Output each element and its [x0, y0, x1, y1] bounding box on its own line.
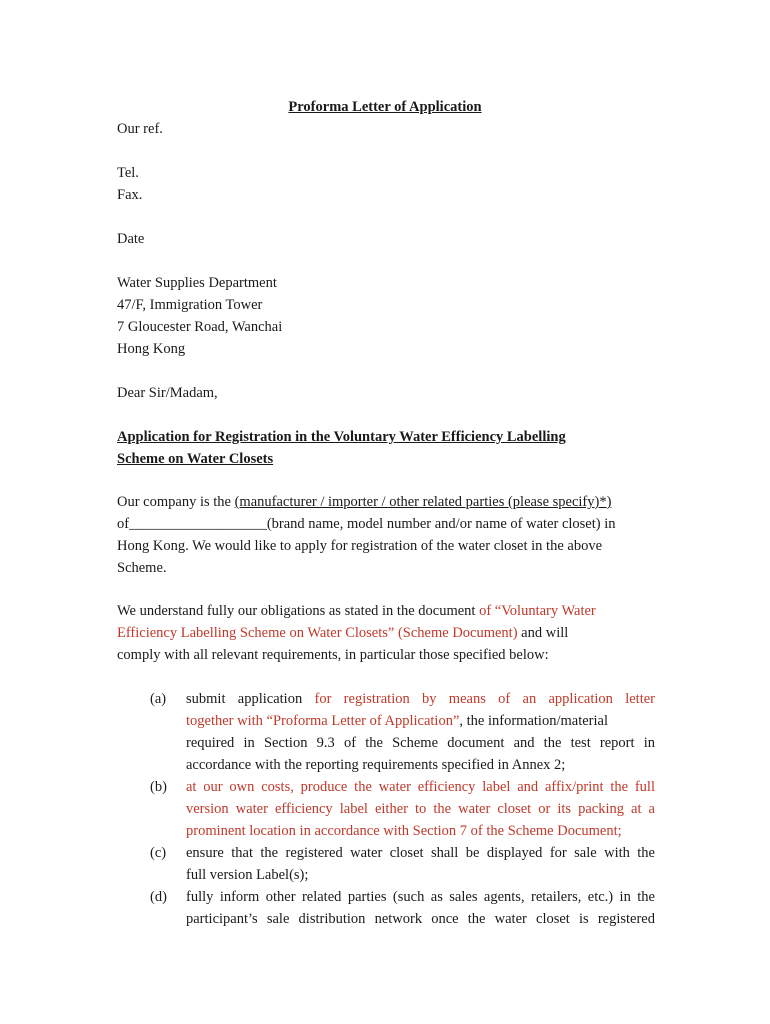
paragraph-text: and will [517, 625, 569, 641]
list-item [150, 886, 655, 930]
list-item-content [186, 842, 655, 886]
recipient-line: Hong Kong [117, 341, 186, 357]
list-marker: (a) [150, 691, 167, 707]
our-ref [117, 118, 657, 140]
list-item-content [186, 688, 655, 776]
recipient-line: 47/F, Immigration Tower [117, 297, 263, 313]
subject-heading [117, 426, 657, 470]
list-item-content [186, 776, 655, 842]
list-item-highlight: for registration by means of an application letter [314, 691, 655, 707]
date-block [117, 228, 657, 250]
our-ref-label: Our ref. [117, 121, 163, 137]
list-item-line: full version Label(s); [186, 867, 309, 883]
recipient-line: 7 Gloucester Road, Wanchai [117, 319, 283, 335]
list-item-line: version water efficiency label either to the water closet or its packing at a [186, 801, 655, 817]
tel-label: Tel. [117, 165, 139, 181]
list-item [150, 688, 655, 776]
list-item-line: accordance with the reporting requirements specified in Annex 2; [186, 757, 566, 773]
list-item-line [186, 710, 655, 732]
list-item-highlight: together with “Proforma Letter of Application” [186, 713, 460, 729]
paragraph-company [117, 491, 657, 579]
date-label: Date [117, 231, 145, 247]
list-item-line [186, 688, 655, 710]
paragraph-line [117, 491, 657, 513]
company-type-options: (manufacturer / importer / other related parties (please specify)*) [234, 494, 612, 510]
paragraph-line: Scheme. [117, 560, 167, 576]
scheme-reference-text: of “Voluntary Water [479, 603, 596, 619]
list-item [150, 776, 655, 842]
document-title: Proforma Letter of Application [288, 99, 482, 115]
list-item-line: prominent location in accordance with Section 7 of the Scheme Document; [186, 823, 622, 839]
list-item-line: at our own costs, produce the water efficiency label and affix/print the full [186, 779, 655, 795]
scheme-reference-text: Efficiency Labelling Scheme on Water Closets” (Scheme Document) [117, 625, 518, 641]
list-item-line: required in Section 9.3 of the Scheme document and the test report in [186, 735, 655, 751]
list-item-line: participant’s sale distribution network once the water closet is registered [186, 911, 655, 927]
paragraph-line [117, 622, 657, 644]
recipient-address [117, 272, 657, 360]
list-marker: (d) [150, 889, 167, 905]
paragraph-line: comply with all relevant requirements, in particular those specified below: [117, 647, 549, 663]
contact-block [117, 162, 657, 206]
list-item-text: submit application [186, 691, 315, 707]
list-item-content [186, 886, 655, 930]
paragraph-line [117, 600, 657, 622]
salutation [117, 382, 657, 404]
recipient-line: Water Supplies Department [117, 275, 277, 291]
list-item-line: ensure that the registered water closet shall be displayed for sale with the [186, 845, 655, 861]
list-marker: (c) [150, 845, 167, 861]
subject-line: Application for Registration in the Voluntary Water Efficiency Labelling [117, 429, 566, 445]
paragraph-line: Hong Kong. We would like to apply for registration of the water closet in the above [117, 538, 602, 554]
paragraph-text: Our company is the [117, 494, 235, 510]
list-marker: (b) [150, 779, 167, 795]
list-item-text: , the information/material [459, 713, 608, 729]
list-item-line: fully inform other related parties (such as sales agents, retailers, etc.) in the [186, 889, 655, 905]
subject-line: Scheme on Water Closets [117, 451, 274, 467]
fax-label: Fax. [117, 187, 143, 203]
paragraph-text: We understand fully our obligations as stated in the document [117, 603, 480, 619]
salutation-text: Dear Sir/Madam, [117, 385, 218, 401]
paragraph-obligations [117, 600, 657, 666]
paragraph-line: of___________________(brand name, model number and/or name of water closet) in [117, 516, 616, 532]
list-item [150, 842, 655, 886]
